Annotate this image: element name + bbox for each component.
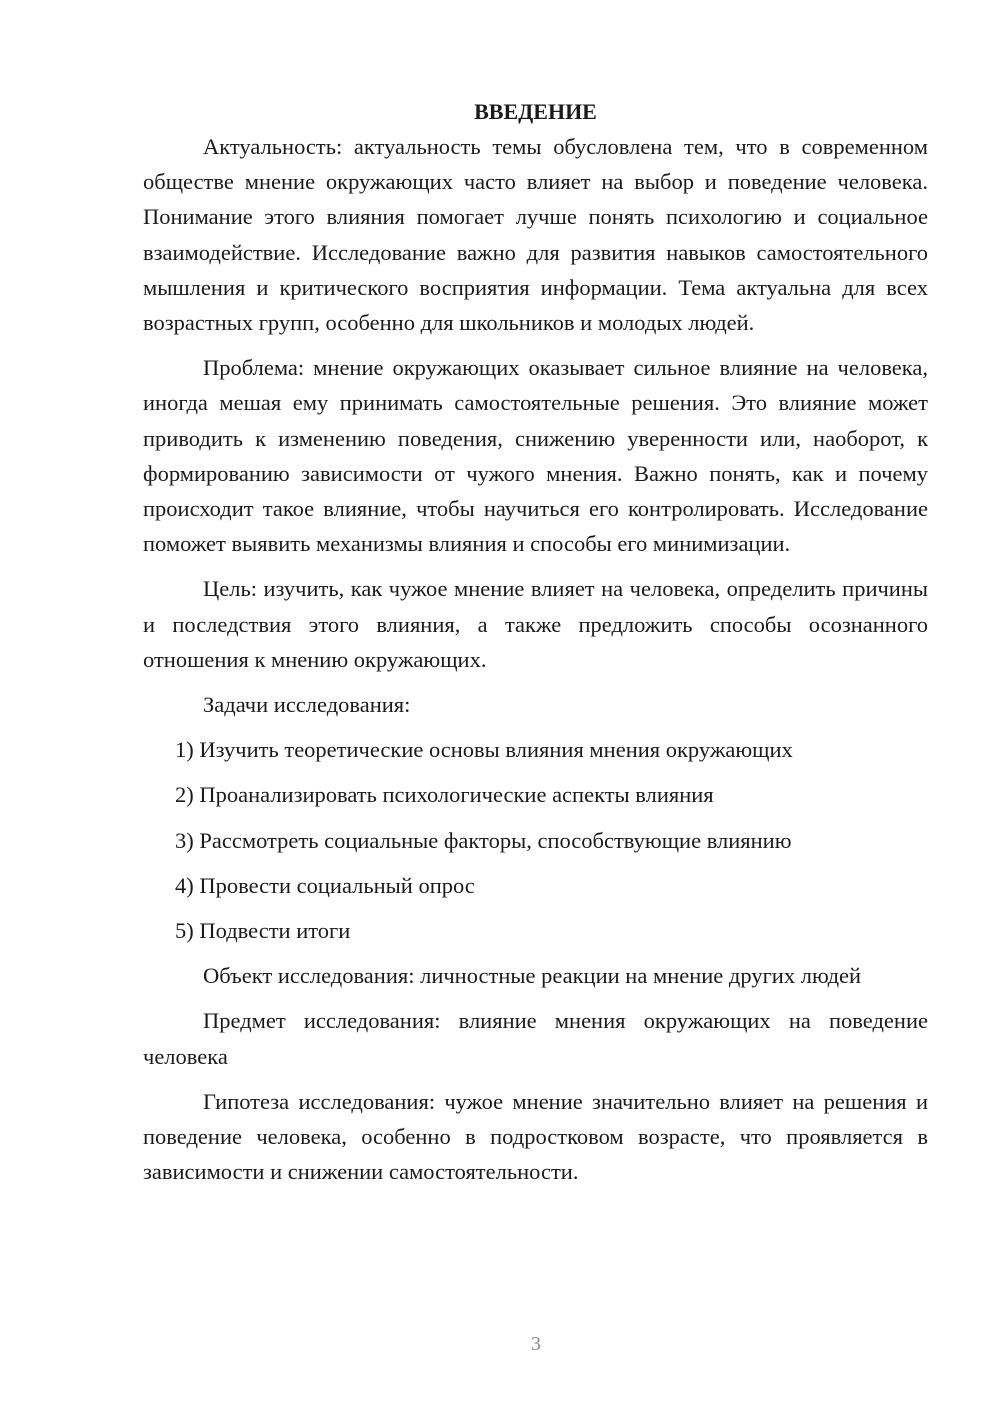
- section-heading: ВВЕДЕНИЕ: [474, 99, 597, 124]
- paragraph-subject: Предмет исследования: влияние мнения окружающих на поведение человека: [143, 1008, 928, 1069]
- paragraph-relevance: Актуальность: актуальность темы обусловлена тем, что в современном обществе мнение окружающих часто влияет на выбор и поведение человека. Понимание этого влияния помогает лучше понять психологию и социальное взаимодействие. Исследование важно для развития навыков самостоятельного мышления и критического восприятия информации. Тема актуальна для всех возрастных групп, особенно для школьников и молодых людей.: [143, 134, 928, 336]
- list-item: 3) Рассмотреть социальные факторы, способствующие влиянию: [175, 827, 792, 853]
- paragraph-object: Объект исследования: личностные реакции на мнение других людей: [203, 963, 862, 989]
- paragraph-hypothesis: Гипотеза исследования: чужое мнение значительно влияет на решения и поведение человека, особенно в подростковом возрасте, что проявляется в зависимости и снижении самостоятельности.: [143, 1088, 928, 1185]
- page-number: 3: [531, 1333, 541, 1355]
- list-item: 1) Изучить теоретические основы влияния мнения окружающих: [175, 737, 793, 763]
- page-content: [143, 94, 928, 1189]
- list-item: 4) Провести социальный опрос: [175, 872, 475, 898]
- tasks-list: [143, 732, 928, 948]
- list-item: 2) Проанализировать психологические аспекты влияния: [175, 782, 714, 808]
- list-item: 5) Подвести итоги: [175, 918, 351, 944]
- tasks-title: Задачи исследования:: [203, 692, 411, 718]
- paragraph-goal: Цель: изучить, как чужое мнение влияет на человека, определить причины и последствия этого влияния, а также предложить способы осознанного отношения к мнению окружающих.: [143, 576, 928, 672]
- paragraph-problem: Проблема: мнение окружающих оказывает сильное влияние на человека, иногда мешая ему принимать самостоятельные решения. Это влияние может приводить к изменению поведения, снижению уверенности или, наоборот, к формированию зависимости от чужого мнения. Важно понять, как и почему происходит такое влияние, чтобы научиться его контролировать. Исследование поможет выявить механизмы влияния и способы его минимизации.: [143, 355, 928, 557]
